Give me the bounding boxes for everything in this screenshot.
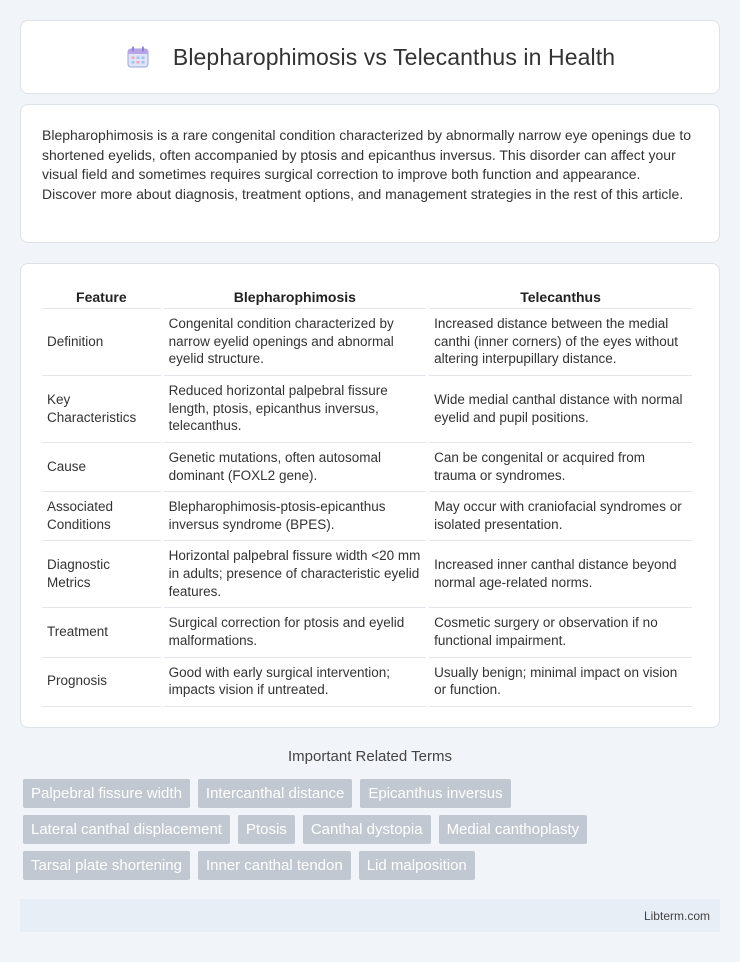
table-row <box>42 608 692 657</box>
feature-cell: Prognosis <box>42 658 161 707</box>
related-term-tag[interactable]: Palpebral fissure width <box>23 779 190 808</box>
blepharophimosis-cell: Surgical correction for ptosis and eyelid malformations. <box>164 608 426 657</box>
header-telecanthus: Telecanthus <box>429 284 692 309</box>
calendar-icon <box>125 44 151 70</box>
table-row <box>42 376 692 443</box>
blepharophimosis-cell: Congenital condition characterized by narrow eyelid openings and abnormal eyelid structure. <box>164 309 426 376</box>
table-row <box>42 541 692 608</box>
blepharophimosis-cell: Blepharophimosis-ptosis-epicanthus inversus syndrome (BPES). <box>164 492 426 541</box>
telecanthus-cell: Wide medial canthal distance with normal eyelid and pupil positions. <box>429 376 692 443</box>
footer <box>20 899 720 932</box>
telecanthus-cell: Increased inner canthal distance beyond normal age-related norms. <box>429 541 692 608</box>
feature-cell: Diagnostic Metrics <box>42 541 161 608</box>
comparison-card <box>20 263 720 728</box>
blepharophimosis-cell: Good with early surgical intervention; impacts vision if untreated. <box>164 658 426 707</box>
feature-cell: Definition <box>42 309 161 376</box>
related-term-tag[interactable]: Epicanthus inversus <box>360 779 510 808</box>
table-row <box>42 658 692 707</box>
telecanthus-cell: May occur with craniofacial syndromes or isolated presentation. <box>429 492 692 541</box>
table-row <box>42 443 692 492</box>
telecanthus-cell: Cosmetic surgery or observation if no functional impairment. <box>429 608 692 657</box>
feature-cell: Associated Conditions <box>42 492 161 541</box>
telecanthus-cell: Usually benign; minimal impact on vision or function. <box>429 658 692 707</box>
blepharophimosis-cell: Genetic mutations, often autosomal dominant (FOXL2 gene). <box>164 443 426 492</box>
page-title: Blepharophimosis vs Telecanthus in Health <box>172 43 616 70</box>
feature-cell: Key Characteristics <box>42 376 161 443</box>
related-term-tag[interactable]: Medial canthoplasty <box>439 815 588 844</box>
related-term-tag[interactable]: Intercanthal distance <box>198 779 352 808</box>
blepharophimosis-cell: Horizontal palpebral fissure width <20 mm in adults; presence of characteristic eyelid features. <box>164 541 426 608</box>
telecanthus-cell: Can be congenital or acquired from trauma or syndromes. <box>429 443 692 492</box>
related-terms-list <box>20 779 720 880</box>
footer-brand-link[interactable]: Libterm.com <box>643 908 710 923</box>
header-blepharophimosis: Blepharophimosis <box>164 284 426 309</box>
related-term-tag[interactable]: Lateral canthal displacement <box>23 815 230 844</box>
intro-card <box>20 104 720 243</box>
title-card <box>20 20 720 94</box>
related-term-tag[interactable]: Canthal dystopia <box>303 815 431 844</box>
related-terms-section <box>20 748 720 880</box>
blepharophimosis-cell: Reduced horizontal palpebral fissure length, ptosis, epicanthus inversus, telecanthus. <box>164 376 426 443</box>
feature-cell: Treatment <box>42 608 161 657</box>
telecanthus-cell: Increased distance between the medial canthi (inner corners) of the eyes without altering interpupillary distance. <box>429 309 692 376</box>
table-row <box>42 309 692 376</box>
related-term-tag[interactable]: Lid malposition <box>359 851 475 880</box>
related-term-tag[interactable]: Tarsal plate shortening <box>23 851 190 880</box>
related-terms-title: Important Related Terms <box>288 748 452 765</box>
table-header-row <box>42 284 692 309</box>
comparison-table <box>39 284 695 707</box>
intro-paragraph: Blepharophimosis is a rare congenital condition characterized by abnormally narrow eye openings due to shortened eyelids, often accompanied by ptosis and epicanthus inversus. This disorder can affect your visual field and sometimes requires surgical correction to improve both function and appearance. Discover more about diagnosis, treatment options, and management strategies in the rest of this article. <box>42 127 692 202</box>
feature-cell: Cause <box>42 443 161 492</box>
header-feature: Feature <box>42 284 161 309</box>
table-row <box>42 492 692 541</box>
related-term-tag[interactable]: Ptosis <box>238 815 295 844</box>
related-term-tag[interactable]: Inner canthal tendon <box>198 851 351 880</box>
